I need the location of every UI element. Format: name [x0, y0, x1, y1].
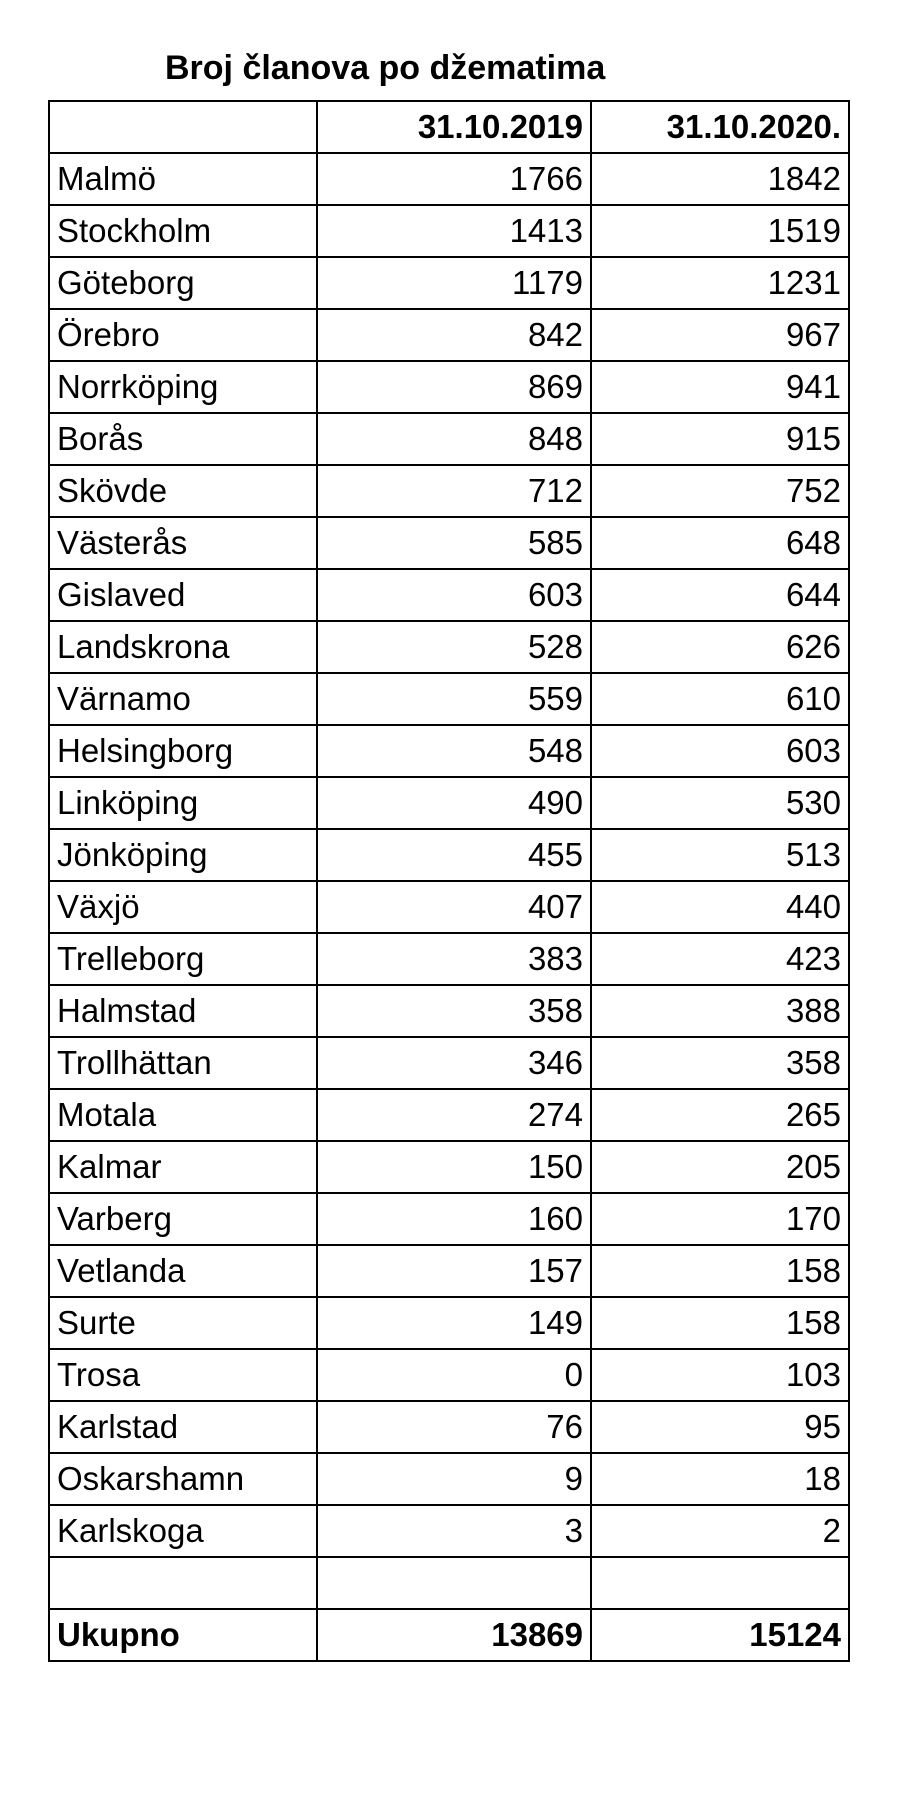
- city-name-cell: Landskrona: [49, 621, 317, 673]
- count-2019-cell: 603: [317, 569, 591, 621]
- table-row: [49, 1089, 849, 1141]
- count-2020-cell: 265: [591, 1089, 849, 1141]
- count-2019-cell: 407: [317, 881, 591, 933]
- city-name-cell: Malmö: [49, 153, 317, 205]
- city-name-cell: Trollhättan: [49, 1037, 317, 1089]
- city-name-cell: Halmstad: [49, 985, 317, 1037]
- count-2020-cell: 644: [591, 569, 849, 621]
- city-name-cell: Värnamo: [49, 673, 317, 725]
- count-2019-cell: 712: [317, 465, 591, 517]
- count-2019-cell: 1766: [317, 153, 591, 205]
- count-2019-cell: 490: [317, 777, 591, 829]
- count-2020-cell: 1519: [591, 205, 849, 257]
- city-name-cell: Karlstad: [49, 1401, 317, 1453]
- count-2020-cell: 610: [591, 673, 849, 725]
- table-row: [49, 985, 849, 1037]
- table-row: [49, 933, 849, 985]
- table-row: [49, 725, 849, 777]
- count-2019-cell: 160: [317, 1193, 591, 1245]
- count-2020-cell: 95: [591, 1401, 849, 1453]
- city-name-cell: Linköping: [49, 777, 317, 829]
- city-name-cell: Oskarshamn: [49, 1453, 317, 1505]
- city-name-cell: Gislaved: [49, 569, 317, 621]
- count-2020-cell: 440: [591, 881, 849, 933]
- count-2020-cell: 205: [591, 1141, 849, 1193]
- city-name-cell: Västerås: [49, 517, 317, 569]
- members-table: [48, 100, 850, 1662]
- city-name-cell: Stockholm: [49, 205, 317, 257]
- members-table-body: [49, 101, 849, 1661]
- total-2020: 15124: [591, 1609, 849, 1661]
- count-2019-cell: 157: [317, 1245, 591, 1297]
- count-2019-cell: 869: [317, 361, 591, 413]
- count-2020-cell: 626: [591, 621, 849, 673]
- count-2019-cell: 528: [317, 621, 591, 673]
- city-name-cell: Växjö: [49, 881, 317, 933]
- count-2020-cell: 2: [591, 1505, 849, 1557]
- table-row: [49, 1037, 849, 1089]
- count-2020-cell: 967: [591, 309, 849, 361]
- count-2019-cell: 585: [317, 517, 591, 569]
- table-row: [49, 257, 849, 309]
- count-2020-cell: 941: [591, 361, 849, 413]
- count-2019-cell: 358: [317, 985, 591, 1037]
- count-2020-cell: 358: [591, 1037, 849, 1089]
- city-name-cell: Motala: [49, 1089, 317, 1141]
- city-name-cell: Jönköping: [49, 829, 317, 881]
- city-name-cell: Norrköping: [49, 361, 317, 413]
- table-row: [49, 829, 849, 881]
- total-label: Ukupno: [49, 1609, 317, 1661]
- table-row: [49, 1245, 849, 1297]
- table-row: [49, 1297, 849, 1349]
- count-2019-cell: 274: [317, 1089, 591, 1141]
- count-2020-cell: 915: [591, 413, 849, 465]
- header-2019: 31.10.2019: [317, 101, 591, 153]
- count-2019-cell: 383: [317, 933, 591, 985]
- table-row: [49, 413, 849, 465]
- count-2019-cell: 346: [317, 1037, 591, 1089]
- table-row: [49, 153, 849, 205]
- count-2020-cell: 648: [591, 517, 849, 569]
- city-name-cell: Surte: [49, 1297, 317, 1349]
- blank-cell: [49, 1557, 317, 1609]
- count-2020-cell: 603: [591, 725, 849, 777]
- city-name-cell: Helsingborg: [49, 725, 317, 777]
- table-row: [49, 1141, 849, 1193]
- city-name-cell: Kalmar: [49, 1141, 317, 1193]
- table-row: [49, 673, 849, 725]
- count-2020-cell: 1231: [591, 257, 849, 309]
- city-name-cell: Karlskoga: [49, 1505, 317, 1557]
- table-row: [49, 621, 849, 673]
- count-2019-cell: 455: [317, 829, 591, 881]
- count-2020-cell: 530: [591, 777, 849, 829]
- city-name-cell: Örebro: [49, 309, 317, 361]
- table-row: [49, 517, 849, 569]
- count-2019-cell: 149: [317, 1297, 591, 1349]
- header-row: [49, 101, 849, 153]
- count-2020-cell: 423: [591, 933, 849, 985]
- count-2019-cell: 1179: [317, 257, 591, 309]
- table-row: [49, 569, 849, 621]
- header-empty-cell: [49, 101, 317, 153]
- count-2019-cell: 559: [317, 673, 591, 725]
- count-2020-cell: 1842: [591, 153, 849, 205]
- city-name-cell: Trelleborg: [49, 933, 317, 985]
- count-2019-cell: 548: [317, 725, 591, 777]
- table-row: [49, 1505, 849, 1557]
- table-row: [49, 465, 849, 517]
- city-name-cell: Skövde: [49, 465, 317, 517]
- count-2020-cell: 18: [591, 1453, 849, 1505]
- count-2019-cell: 3: [317, 1505, 591, 1557]
- total-2019: 13869: [317, 1609, 591, 1661]
- table-row: [49, 205, 849, 257]
- header-2020: 31.10.2020.: [591, 101, 849, 153]
- table-row: [49, 777, 849, 829]
- total-row: [49, 1609, 849, 1661]
- table-row: [49, 309, 849, 361]
- count-2020-cell: 103: [591, 1349, 849, 1401]
- city-name-cell: Trosa: [49, 1349, 317, 1401]
- table-row: [49, 1349, 849, 1401]
- city-name-cell: Vetlanda: [49, 1245, 317, 1297]
- table-row: [49, 1453, 849, 1505]
- city-name-cell: Göteborg: [49, 257, 317, 309]
- blank-cell: [317, 1557, 591, 1609]
- count-2020-cell: 752: [591, 465, 849, 517]
- blank-cell: [591, 1557, 849, 1609]
- count-2020-cell: 388: [591, 985, 849, 1037]
- table-row: [49, 1401, 849, 1453]
- count-2019-cell: 848: [317, 413, 591, 465]
- count-2020-cell: 170: [591, 1193, 849, 1245]
- table-title: Broj članova po džematima: [165, 49, 606, 87]
- blank-row: [49, 1557, 849, 1609]
- city-name-cell: Borås: [49, 413, 317, 465]
- table-row: [49, 361, 849, 413]
- count-2020-cell: 513: [591, 829, 849, 881]
- city-name-cell: Varberg: [49, 1193, 317, 1245]
- count-2020-cell: 158: [591, 1297, 849, 1349]
- table-row: [49, 881, 849, 933]
- count-2020-cell: 158: [591, 1245, 849, 1297]
- count-2019-cell: 150: [317, 1141, 591, 1193]
- table-row: [49, 1193, 849, 1245]
- count-2019-cell: 0: [317, 1349, 591, 1401]
- count-2019-cell: 1413: [317, 205, 591, 257]
- count-2019-cell: 9: [317, 1453, 591, 1505]
- count-2019-cell: 76: [317, 1401, 591, 1453]
- count-2019-cell: 842: [317, 309, 591, 361]
